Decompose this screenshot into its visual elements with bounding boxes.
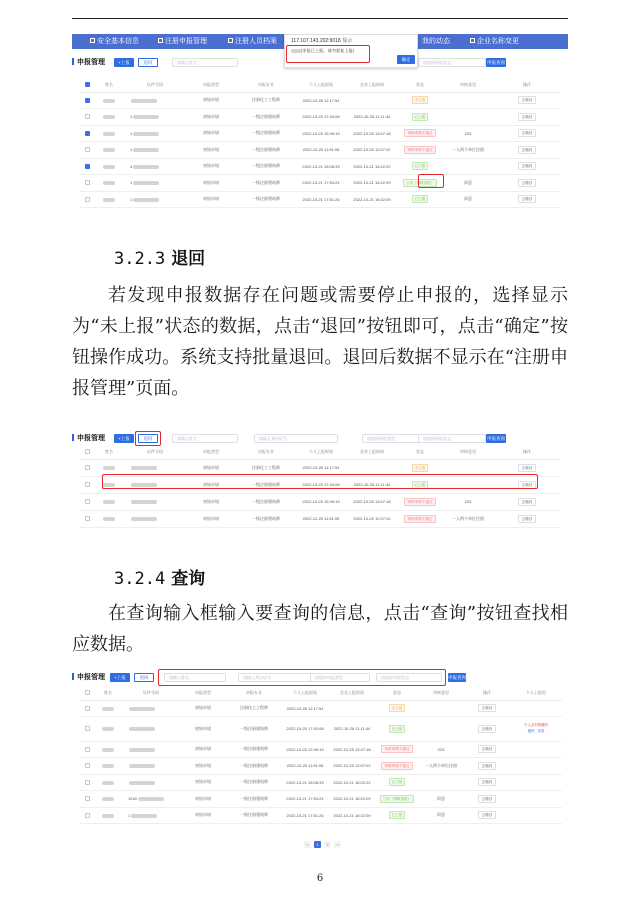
row-checkbox[interactable] xyxy=(85,813,90,818)
cell-type: 初始申请 xyxy=(195,762,211,768)
cell-opinion: 223 xyxy=(464,499,472,504)
row-checkbox[interactable] xyxy=(85,516,90,521)
cell-personal-time: 2022-10-25 11:51:05 xyxy=(286,763,324,769)
cell-type: 初始申请 xyxy=(195,795,211,801)
col-major: 申报专业 xyxy=(236,78,296,92)
redacted-name xyxy=(103,132,115,136)
status-badge: 未上报 xyxy=(389,704,406,712)
col-type: 申报类型 xyxy=(180,686,226,700)
withdraw-row-button[interactable]: 去撤回 xyxy=(518,96,537,104)
report-button[interactable]: +上报 xyxy=(114,434,134,443)
col-name: 姓名 xyxy=(94,686,122,700)
col-type: 申报类型 xyxy=(186,445,236,459)
redacted-id xyxy=(133,165,159,169)
highlight-unreported-row xyxy=(102,474,538,489)
table-row xyxy=(80,807,562,824)
col-opinion: 审核意见 xyxy=(442,445,494,459)
table-row xyxy=(80,774,562,791)
withdraw-row-button[interactable]: 去撤回 xyxy=(478,704,497,712)
query-button[interactable]: 申报查询 xyxy=(487,436,505,441)
cell-personal-time: 2022-10-25 11:51:05 xyxy=(302,516,340,521)
status-badge: 已上报 xyxy=(389,725,406,733)
redacted-id xyxy=(129,781,155,785)
nav-item-register[interactable]: 注册申报管理 xyxy=(158,36,207,46)
highlight-search-inputs xyxy=(158,669,446,686)
dialog-message: (申报已上报，请勿重复上报) xyxy=(291,48,354,54)
table-row xyxy=(80,142,560,159)
row-checkbox[interactable] xyxy=(85,114,90,119)
query-table xyxy=(80,686,562,824)
redacted-id xyxy=(133,148,159,152)
withdraw-row-button[interactable]: 去撤回 xyxy=(518,464,537,472)
status-select[interactable]: 请选择申报状态 xyxy=(418,434,486,443)
page-number: 6 xyxy=(316,873,324,884)
row-checkbox[interactable] xyxy=(85,780,90,785)
redacted-id xyxy=(138,797,164,801)
cell-major: 注册化工工程师 xyxy=(252,97,280,103)
cell-opinion: 同意 xyxy=(437,795,445,801)
row-checkbox[interactable] xyxy=(85,796,90,801)
cell-company-time: 2022-10-25 13:47:18 xyxy=(353,499,391,504)
title-bar-icon xyxy=(72,673,74,680)
pagination xyxy=(304,841,344,848)
cell-major: 一级注册建筑师 xyxy=(252,515,280,521)
status-badge: 审核审核不通过 xyxy=(381,762,412,770)
nav-item-archive[interactable]: 注册人员档案 xyxy=(228,36,277,46)
cell-major: 一级注册建筑师 xyxy=(240,725,268,731)
col-company-time: 企业上报时间 xyxy=(346,78,398,92)
title-bar-icon xyxy=(72,434,74,441)
highlight-withdraw-button xyxy=(135,431,161,446)
row-checkbox[interactable] xyxy=(85,98,90,103)
col-major: 申报专业 xyxy=(236,445,296,459)
table-row xyxy=(80,92,560,109)
cell-major: 一级注册建筑师 xyxy=(252,481,280,487)
redacted-id xyxy=(129,707,155,711)
table-row xyxy=(80,791,562,808)
cell-company-time: 2022-10-26 11:11:44 xyxy=(353,114,391,120)
cell-company-time: 2022-10-26 11:11:44 xyxy=(353,482,391,487)
cell-company-time: 2022-10-26 11:11:44 xyxy=(333,726,371,732)
cell-company-time: 2022-10-21 18:22:09 xyxy=(353,196,391,202)
status-select[interactable]: 请选择申报状态 xyxy=(418,58,486,67)
col-opinion: 审核意见 xyxy=(418,686,464,700)
cell-type: 初始申请 xyxy=(203,498,219,504)
cell-type: 初始申请 xyxy=(203,481,219,487)
redacted-name xyxy=(103,115,115,119)
redacted-id xyxy=(131,466,157,470)
cell-opinion: 223 xyxy=(464,130,472,136)
withdraw-button[interactable]: 退回 xyxy=(138,58,158,67)
redacted-id xyxy=(129,727,155,731)
cell-major: 一级注册建筑师 xyxy=(252,146,280,152)
redacted-name xyxy=(102,797,114,801)
redacted-id xyxy=(129,764,155,768)
section-heading-withdraw: 3.2.3 退回 xyxy=(114,249,206,269)
col-id: 证件号码 xyxy=(122,686,180,700)
col-id: 证件号码 xyxy=(124,78,186,92)
col-personal-time: 个人上报时间 xyxy=(296,78,346,92)
cell-type: 初始申请 xyxy=(203,113,219,119)
page-title: 申报管理 xyxy=(72,433,105,443)
withdraw-row-button[interactable]: 去撤回 xyxy=(478,745,497,753)
col-major: 申报专业 xyxy=(226,686,282,700)
redacted-name xyxy=(102,748,114,752)
cell-personal-time: 2022-10-26 11:17:54 xyxy=(286,705,324,711)
cell-major: 一级注册建筑师 xyxy=(240,746,268,752)
cell-type: 初始申请 xyxy=(195,812,211,818)
pager-page-2[interactable]: 2 xyxy=(324,841,331,848)
cell-personal-time: 2022-10-25 17:43:08 xyxy=(286,726,324,732)
dialog-confirm-button[interactable]: 确定 xyxy=(397,55,415,64)
cell-company-time: 2022-10-21 18:22:22 xyxy=(333,779,371,785)
redacted-name xyxy=(102,814,114,818)
cell-personal-time: 2022-10-21 18:08:33 xyxy=(286,779,324,785)
screenshot-withdraw xyxy=(72,428,568,552)
info-icon xyxy=(90,38,95,43)
status-badge: 审核审核不通过 xyxy=(404,498,435,506)
table-row xyxy=(80,125,560,142)
redacted-id xyxy=(133,181,159,185)
cell-type: 初始申请 xyxy=(203,146,219,152)
cell-type: 初始申请 xyxy=(195,725,211,731)
name-search-input[interactable]: 请输入姓名 xyxy=(164,673,226,682)
withdraw-row-button[interactable]: 去撤回 xyxy=(478,725,497,733)
nav-item-rename[interactable]: 企业名称变更 xyxy=(470,36,519,46)
doc-icon xyxy=(158,38,163,43)
status-badge: 已上报 xyxy=(412,481,429,489)
cell-personal-time: 2022-10-21 17:51:26 xyxy=(286,812,324,818)
redacted-name xyxy=(103,148,115,152)
col-status: 状态 xyxy=(398,78,442,92)
select-all-checkbox[interactable] xyxy=(85,82,90,87)
col-opinion: 审核意见 xyxy=(442,78,494,92)
redacted-name xyxy=(102,707,114,711)
pager-page-1[interactable]: 1 xyxy=(314,841,321,848)
redacted-name xyxy=(103,181,115,185)
cell-opinion: 同意 xyxy=(437,812,445,818)
highlight-status-reported xyxy=(418,174,444,188)
withdraw-row-button[interactable]: 去撤回 xyxy=(518,498,537,506)
status-badge: 已上报 xyxy=(412,113,429,121)
id-prefix: 1240 xyxy=(128,796,137,802)
table-row xyxy=(80,758,562,775)
dialog-host: 117.107.143.202:9018 显示 xyxy=(291,38,353,44)
withdraw-button[interactable]: 退回 xyxy=(134,673,154,682)
col-personal-time: 个人上报时间 xyxy=(296,445,346,459)
table-row xyxy=(80,700,562,717)
cell-major: 一级注册建筑师 xyxy=(240,795,268,801)
redacted-id xyxy=(131,500,157,504)
title-bar-icon xyxy=(72,58,74,65)
row-checkbox[interactable] xyxy=(85,164,90,169)
withdraw-row-button[interactable]: 去撤回 xyxy=(478,762,497,770)
redacted-name xyxy=(102,727,114,731)
cert-search-input[interactable]: 请输入身份证号 xyxy=(238,673,314,682)
cell-type: 初始申请 xyxy=(203,130,219,136)
status-badge: 公布（审核电报） xyxy=(403,179,438,187)
cell-personal-time: 2022-10-21 17:53:24 xyxy=(302,180,340,186)
status-select[interactable]: 请选择申报状态 xyxy=(376,673,442,682)
redacted-name xyxy=(102,781,114,785)
name-search-input[interactable]: 请输入姓名 xyxy=(172,58,238,67)
cell-type: 初始申请 xyxy=(203,179,219,185)
col-type: 申报类型 xyxy=(186,78,236,92)
person-icon xyxy=(228,38,233,43)
row-checkbox[interactable] xyxy=(85,131,90,136)
col-personal-report: 个人上报时 xyxy=(510,686,562,700)
redacted-id xyxy=(131,99,157,103)
status-badge: 公布（审核电报） xyxy=(380,795,415,803)
cell-type: 初始申请 xyxy=(195,705,211,711)
type-select[interactable]: 请选择申报类型 xyxy=(362,434,428,443)
col-name: 姓名 xyxy=(94,78,124,92)
pager-prev[interactable]: < xyxy=(304,841,311,848)
withdraw-row-button[interactable]: 去撤回 xyxy=(518,195,537,203)
cell-personal-time: 2022-10-26 11:17:54 xyxy=(302,465,340,470)
id-prefix: 1 xyxy=(130,147,133,153)
select-all-checkbox[interactable] xyxy=(85,690,90,695)
withdraw-row-button[interactable]: 去撤回 xyxy=(518,146,537,154)
redacted-id xyxy=(133,198,159,202)
status-badge: 未上报 xyxy=(412,96,429,104)
col-name: 姓名 xyxy=(94,445,124,459)
redacted-id xyxy=(129,748,155,752)
page-title: 申报管理 xyxy=(72,672,105,682)
table-row xyxy=(80,493,560,510)
cell-type: 初始申请 xyxy=(203,97,219,103)
cell-major: 注册化工工程师 xyxy=(240,705,268,711)
nav-item-basic[interactable]: 安全基本信息 xyxy=(90,36,139,46)
cell-company-time: 2022-10-25 12:07:02 xyxy=(353,147,391,153)
cell-major: 一级注册建筑师 xyxy=(240,812,268,818)
withdraw-row-button[interactable]: 去撤回 xyxy=(478,778,497,786)
section-heading-query: 3.2.4 查询 xyxy=(114,569,206,589)
id-prefix: 1 xyxy=(128,812,131,818)
query-button[interactable]: 申报查询 xyxy=(487,60,505,65)
cell-type: 初始申请 xyxy=(203,515,219,521)
table-row xyxy=(80,191,560,208)
redacted-id xyxy=(133,115,159,119)
redacted-id xyxy=(133,132,159,136)
col-company-time: 企业上报时间 xyxy=(328,686,376,700)
cell-company-time: 2022-10-21 18:22:09 xyxy=(333,796,371,802)
withdraw-row-button[interactable]: 去撤回 xyxy=(518,515,537,523)
col-personal-time: 个人上报时间 xyxy=(282,686,328,700)
redacted-name xyxy=(103,99,115,103)
section-body-query: 在查询输入框输入要查询的信息，点击“查询”按钮查找相应数据。 xyxy=(72,603,568,655)
table-row xyxy=(80,741,562,758)
redacted-id xyxy=(131,814,157,818)
cell-personal-time: 2022-10-25 12:45:19 xyxy=(286,746,324,752)
cell-major: 一级注册建筑师 xyxy=(252,130,280,136)
row-checkbox[interactable] xyxy=(85,706,90,711)
withdraw-button[interactable]: 退回 xyxy=(138,434,158,443)
col-action: 操作 xyxy=(494,78,560,92)
cell-major: 一级注册建筑师 xyxy=(240,762,268,768)
cell-major: 一级注册建筑师 xyxy=(252,113,280,119)
screenshot-query xyxy=(72,667,568,852)
table-row xyxy=(80,158,560,175)
cell-opinion: 一人两个单位注册 xyxy=(452,146,484,152)
status-badge: 审核审核不通过 xyxy=(381,745,412,753)
redacted-name xyxy=(103,198,115,202)
cell-type: 初始申请 xyxy=(203,163,219,169)
status-badge: 已上报 xyxy=(389,811,406,819)
cell-type: 初始申请 xyxy=(203,196,219,202)
edit-icon xyxy=(470,38,475,43)
cell-type: 初始申请 xyxy=(195,779,211,785)
nav-item-news[interactable]: 我的动态 xyxy=(422,38,450,45)
cell-company-time: 2022-10-21 18:22:22 xyxy=(353,163,391,169)
id-prefix: 4 xyxy=(130,163,133,169)
cell-company-time: 2022-10-21 18:22:09 xyxy=(353,180,391,186)
cell-opinion: 223 xyxy=(437,746,445,752)
cell-opinion: 一人两个单位注册 xyxy=(425,762,457,768)
row-checkbox[interactable] xyxy=(85,197,90,202)
revoke-link[interactable]: 撤销 xyxy=(527,729,535,734)
report-button[interactable]: +上报 xyxy=(110,673,130,682)
withdraw-row-button[interactable]: 去撤回 xyxy=(478,795,497,803)
redacted-name xyxy=(103,500,115,504)
cell-company-time: 2022-10-25 12:07:02 xyxy=(333,763,371,769)
cell-personal-time: 2022-10-25 17:43:08 xyxy=(302,114,340,120)
report-table xyxy=(80,78,560,208)
cell-opinion: 同意 xyxy=(464,179,472,185)
view-link[interactable]: 查看 xyxy=(537,729,545,734)
id-prefix: 1 xyxy=(130,180,133,186)
status-badge: 审核审核不通过 xyxy=(404,515,435,523)
cell-personal-time: 2022-10-25 15:45:19 xyxy=(302,499,340,504)
personal-withdraw-label: 个人去申报撤回 xyxy=(524,723,548,728)
row-checkbox[interactable] xyxy=(85,180,90,185)
table-row xyxy=(80,717,562,742)
cell-company-time: 2022-10-25 13:47:18 xyxy=(333,746,371,752)
col-id: 证件号码 xyxy=(124,445,186,459)
withdraw-row-button[interactable]: 去撤回 xyxy=(518,113,537,121)
col-action: 操作 xyxy=(494,445,560,459)
screenshot-report-management xyxy=(72,34,568,234)
redacted-name xyxy=(103,517,115,521)
cell-type: 初始申请 xyxy=(203,464,219,470)
cell-major: 一级注册建筑师 xyxy=(252,163,280,169)
col-company-time: 企业上报时间 xyxy=(346,445,398,459)
section-body-withdraw: 若发现申报数据存在问题或需要停止申报的，选择显示为“未上报”状态的数据，点击“退回”按钮即可，点击“确定”按钮操作成功。系统支持批量退回。退回后数据不显示在“注册申报管理”页面。 xyxy=(72,285,568,399)
cert-search-input[interactable]: 请输入身份证号 xyxy=(254,434,338,443)
select-all-checkbox[interactable] xyxy=(85,449,90,454)
withdraw-row-button[interactable]: 去撤回 xyxy=(518,129,537,137)
row-checkbox[interactable] xyxy=(85,747,90,752)
status-badge: 已上报 xyxy=(412,162,429,170)
highlight-dialog-message xyxy=(286,45,370,63)
id-prefix: 1 xyxy=(130,196,133,202)
withdraw-row-button[interactable]: 去撤回 xyxy=(518,162,537,170)
row-checkbox[interactable] xyxy=(85,147,90,152)
row-checkbox[interactable] xyxy=(85,726,90,731)
cell-major: 一级注册建筑师 xyxy=(252,498,280,504)
cell-personal-time: 2022-10-21 18:08:33 xyxy=(302,163,340,169)
row-checkbox[interactable] xyxy=(85,465,90,470)
cell-personal-time: 2022-10-21 17:51:26 xyxy=(302,196,340,202)
pager-next[interactable]: > xyxy=(334,841,341,848)
status-badge: 已上报 xyxy=(389,778,406,786)
table-row xyxy=(80,510,560,527)
withdraw-row-button[interactable]: 去撤回 xyxy=(518,179,537,187)
cell-type: 初始申请 xyxy=(195,746,211,752)
cell-opinion: 同意 xyxy=(464,196,472,202)
cell-personal-time: 2022-10-25 11:51:05 xyxy=(302,147,340,153)
page-title: 申报管理 xyxy=(72,57,105,67)
redacted-name xyxy=(103,165,115,169)
cell-company-time: 2022-10-21 18:22:09 xyxy=(333,812,371,818)
cell-major: 一级注册建筑师 xyxy=(252,196,280,202)
row-checkbox[interactable] xyxy=(85,763,90,768)
row-checkbox[interactable] xyxy=(85,499,90,504)
report-button[interactable]: +上报 xyxy=(114,58,134,67)
withdraw-row-button[interactable]: 去撤回 xyxy=(478,811,497,819)
table-row xyxy=(80,175,560,192)
cell-company-time: 2022-10-25 13:47:18 xyxy=(353,130,391,136)
col-action: 操作 xyxy=(464,686,510,700)
cell-major: 一级注册建筑师 xyxy=(252,179,280,185)
cell-personal-time: 2022-10-21 17:53:24 xyxy=(286,796,324,802)
table-row xyxy=(80,109,560,126)
status-badge: 已上报 xyxy=(412,195,429,203)
col-status: 状态 xyxy=(398,445,442,459)
redacted-name xyxy=(102,764,114,768)
query-button[interactable]: 申报查询 xyxy=(448,675,466,680)
header-rule xyxy=(72,18,568,19)
name-search-input[interactable]: 请输入姓名 xyxy=(172,434,238,443)
cell-major: 一级注册建筑师 xyxy=(240,779,268,785)
row-checkbox[interactable] xyxy=(85,482,90,487)
withdraw-row-button[interactable]: 去撤回 xyxy=(518,481,537,489)
cell-company-time: 2022-10-25 12:07:02 xyxy=(353,516,391,521)
cell-major: 注册化工工程师 xyxy=(252,464,280,470)
cell-personal-time: 2022-10-25 17:43:08 xyxy=(302,482,340,487)
cell-opinion: 一人两个单位注册 xyxy=(452,515,484,521)
cell-personal-time: 2022-10-26 11:17:54 xyxy=(302,97,340,103)
id-prefix: 1 xyxy=(130,130,133,136)
type-select[interactable]: 请选择申报类型 xyxy=(310,673,370,682)
status-badge: 审核审核不通过 xyxy=(404,146,435,154)
status-badge: 审核审核不通过 xyxy=(404,129,435,137)
id-prefix: 1 xyxy=(130,114,133,120)
redacted-name xyxy=(103,466,115,470)
status-badge: 未上报 xyxy=(412,464,429,472)
cell-personal-time: 2022-10-25 15:45:19 xyxy=(302,130,340,136)
col-status: 状态 xyxy=(376,686,418,700)
redacted-id xyxy=(131,517,157,521)
